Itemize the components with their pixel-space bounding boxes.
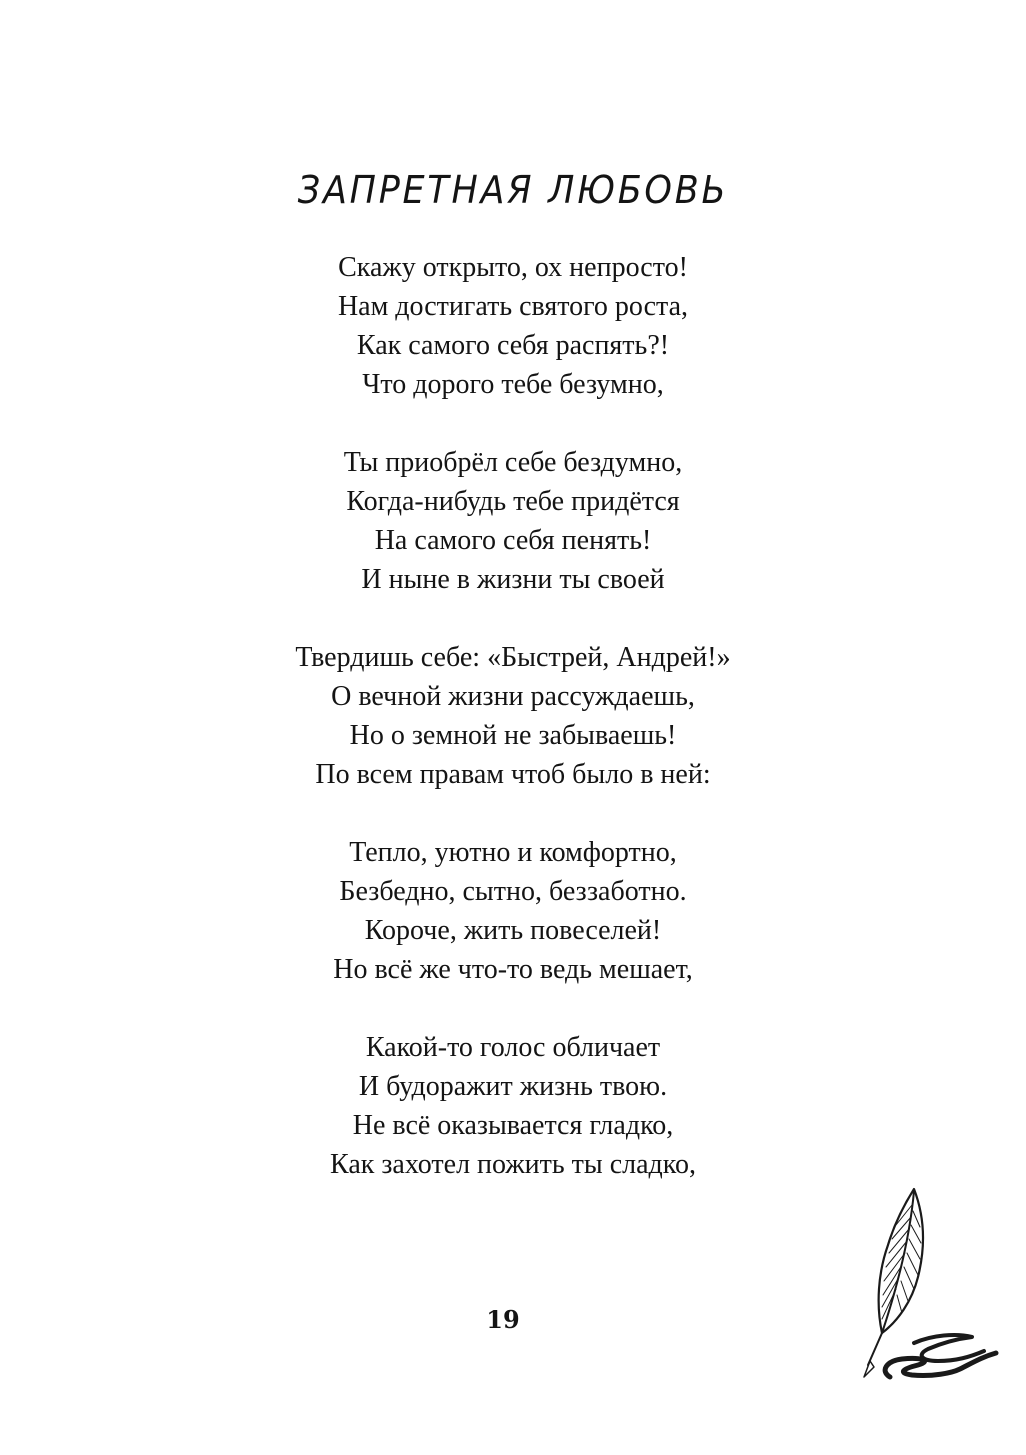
poem-line: Когда-нибудь тебе придётся bbox=[346, 486, 680, 517]
poem-line: Короче, жить повеселей! bbox=[364, 915, 662, 946]
page-number: 19 bbox=[486, 1305, 520, 1334]
poem-line: Но о земной не забываешь! bbox=[349, 720, 677, 751]
poem-line: Нам достигать святого роста, bbox=[337, 291, 689, 322]
stanza bbox=[0, 248, 1026, 404]
poem-line: Какой-то голос обличает bbox=[365, 1032, 661, 1063]
stanza bbox=[0, 443, 1026, 599]
poem-line: На самого себя пенять! bbox=[374, 525, 652, 556]
poem-line: Безбедно, сытно, беззаботно. bbox=[339, 876, 687, 907]
poem-line: Скажу открыто, ох непросто! bbox=[338, 252, 688, 283]
poem-line: Что дорого тебе безумно, bbox=[362, 369, 664, 400]
quill-pen-icon bbox=[852, 1185, 1002, 1385]
stanza bbox=[0, 638, 1026, 794]
poem-line: Как захотел пожить ты сладко, bbox=[330, 1149, 696, 1180]
poem-line: Твердишь себе: «Быстрей, Андрей!» bbox=[295, 642, 731, 673]
poem-line: Не всё оказывается гладко, bbox=[352, 1110, 674, 1141]
stanza bbox=[0, 1028, 1026, 1184]
poem-line: Ты приобрёл себе бездумно, bbox=[343, 447, 683, 478]
stanza bbox=[0, 833, 1026, 989]
poem-body bbox=[0, 248, 1026, 1223]
poem-line: О вечной жизни рассуждаешь, bbox=[331, 681, 695, 712]
poem-line: Но всё же что-то ведь мешает, bbox=[333, 954, 693, 985]
poem-title: ЗАПРЕТНАЯ ЛЮБОВЬ bbox=[297, 168, 729, 212]
poem-line: И будоражит жизнь твою. bbox=[358, 1071, 668, 1102]
poem-line: Как самого себя распять?! bbox=[356, 330, 670, 361]
poem-line: По всем правам чтоб было в ней: bbox=[315, 759, 711, 790]
poem-line: Тепло, уютно и комфортно, bbox=[349, 837, 677, 868]
poem-line: И ныне в жизни ты своей bbox=[361, 564, 665, 595]
